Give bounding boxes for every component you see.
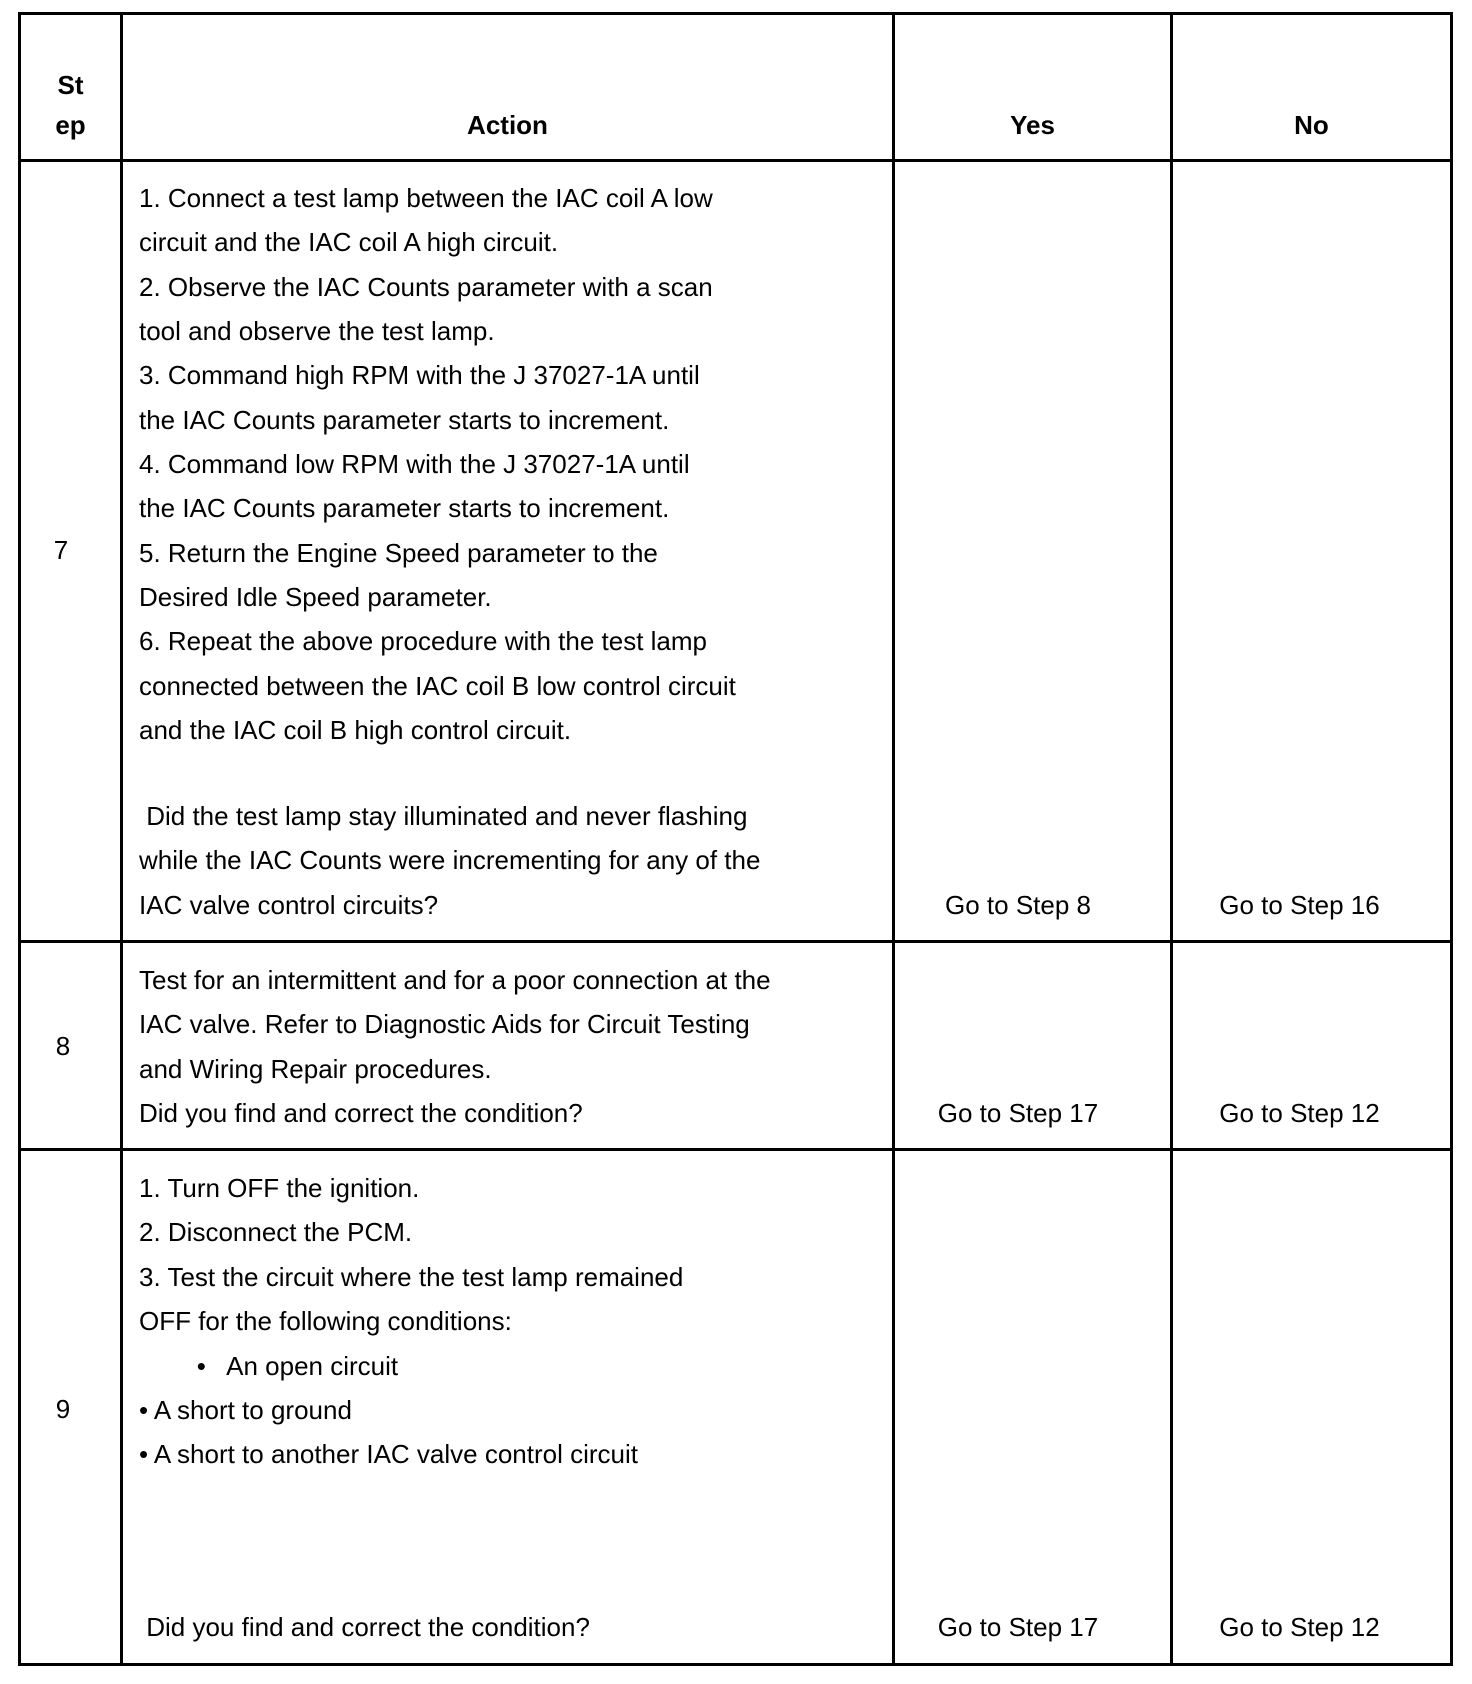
header-row-divider [18,159,1453,162]
header-action: Action [467,110,548,140]
row-divider-8-9 [18,1148,1453,1151]
action-line: 3. Command high RPM with the J 37027-1A until [139,360,700,390]
header-step-line1: St [57,70,84,100]
column-divider-step-action [120,12,123,1666]
action-line: circuit and the IAC coil A high circuit. [139,227,559,257]
header-no: No [1294,110,1329,140]
row-divider-7-8 [18,940,1453,943]
step-number-7: 7 [53,535,69,565]
no-result-7: Go to Step 16 [1219,890,1380,920]
header-yes: Yes [1010,110,1055,140]
action-line: OFF for the following conditions: [139,1306,512,1336]
action-line: tool and observe the test lamp. [139,316,495,346]
table-border-bottom [18,1663,1453,1666]
table-border-top [18,12,1453,15]
action-line: the IAC Counts parameter starts to increment. [139,405,670,435]
action-line: connected between the IAC coil B low control circuit [139,671,736,701]
action-line: 4. Command low RPM with the J 37027-1A until [139,449,690,479]
action-line: 5. Return the Engine Speed parameter to the [139,538,658,568]
table-border-right [1450,12,1453,1666]
step-number-8: 8 [55,1031,71,1061]
action-line: Did you find and correct the condition? [139,1098,583,1128]
action-line: IAC valve. Refer to Diagnostic Aids for Circuit Testing [139,1009,750,1039]
action-line: Desired Idle Speed parameter. [139,582,492,612]
action-line: Test for an intermittent and for a poor connection at the [139,965,771,995]
column-divider-action-yes [892,12,895,1666]
action-line: 1. Turn OFF the ignition. [139,1173,420,1203]
bullet-line: • A short to ground [139,1395,352,1425]
action-line: and the IAC coil B high control circuit. [139,715,572,745]
header-step-line2: ep [55,110,86,140]
question-line: while the IAC Counts were incrementing for any of the [139,845,761,875]
yes-result-9: Go to Step 17 [937,1612,1099,1642]
action-line: and Wiring Repair procedures. [139,1054,492,1084]
step-number-9: 9 [55,1394,71,1424]
action-line: 2. Disconnect the PCM. [139,1217,413,1247]
action-line: 2. Observe the IAC Counts parameter with a scan [139,272,713,302]
question-line: IAC valve control circuits? [139,890,439,920]
yes-result-7: Go to Step 8 [945,890,1091,920]
action-line: 1. Connect a test lamp between the IAC coil A low [139,183,713,213]
bullet-line: • An open circuit [139,1351,399,1381]
question-line: Did the test lamp stay illuminated and never flashing [139,801,748,831]
column-divider-yes-no [1170,12,1173,1666]
bullet-line: • A short to another IAC valve control circuit [139,1439,639,1469]
action-line: the IAC Counts parameter starts to increment. [139,493,670,523]
action-line: 3. Test the circuit where the test lamp remained [139,1262,684,1292]
no-result-9: Go to Step 12 [1219,1612,1380,1642]
yes-result-8: Go to Step 17 [937,1098,1099,1128]
action-line: 6. Repeat the above procedure with the test lamp [139,626,708,656]
no-result-8: Go to Step 12 [1219,1098,1380,1128]
question-line: Did you find and correct the condition? [139,1612,590,1642]
